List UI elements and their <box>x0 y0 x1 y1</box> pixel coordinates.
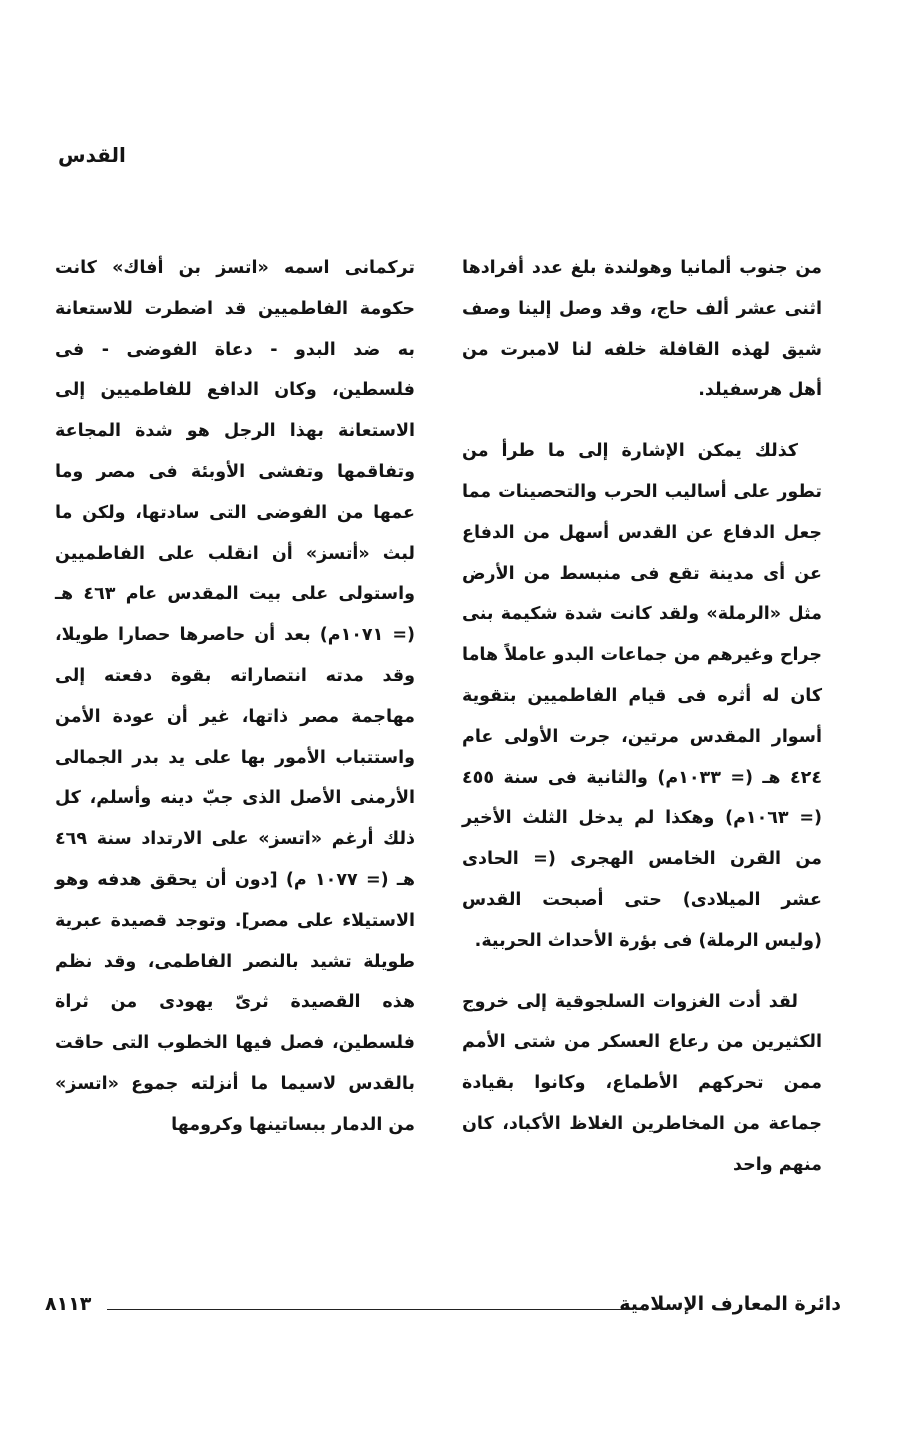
footer-rule <box>107 1309 633 1310</box>
page-footer <box>45 1293 841 1323</box>
running-head: القدس <box>58 143 126 167</box>
paragraph: لقد أدت الغزوات السلجوقية إلى خروج الكثيرين من رعاع العسكر من شتى الأمم ممن تحركهم الأطماع، وكانوا بقيادة جماعة من المخاطرين الغلاظ الأكباد، كان منهم واحد <box>462 991 822 1175</box>
page-number: ٨١١٣ <box>45 1293 92 1315</box>
right-column <box>462 248 822 1186</box>
footer-title: دائرة المعارف الإسلامية <box>619 1293 841 1315</box>
paragraph: كذلك يمكن الإشارة إلى ما طرأ من تطور على أساليب الحرب والتحصينات مما جعل الدفاع عن القدس أسهل من الدفاع عن أى مدينة تقع فى منبسط من الأرض مثل «الرملة» ولقد كانت شدة شكيمة بنى جراح وغيرهم من جماعات البدو عاملاً هاما كان له أثره فى قيام الفاطميين بتقوية أسوار المقدس مرتين، جرت الأولى عام ٤٢٤ هـ (= ١٠٣٣م) والثانية فى سنة ٤٥٥ (= ١٠٦٣م) وهكذا لم يدخل الثلث الأخير من القرن الخامس الهجرى (= الحادى عشر الميلادى) حتى أصبحت القدس (وليس الرملة) فى بؤرة الأحداث الحربية. <box>462 441 822 951</box>
paragraph: من جنوب ألمانيا وهولندة بلغ عدد أفرادها اثنى عشر ألف حاج، وقد وصل إلينا وصف شيق لهذه القافلة خلفه لنا لامبرت من أهل هرسفيلد. <box>462 258 822 401</box>
paragraph: تركمانى اسمه «اتسز بن أفاك» كانت حكومة الفاطميين قد اضطرت للاستعانة به ضد البدو - دعاة الفوضى - فى فلسطين، وكان الدافع للفاطميين إلى الاستعانة بهذا الرجل هو شدة المجاعة وتفاقمها وتفشى الأوبئة فى مصر وما عمها من الفوضى التى سادتها، ولكن ما لبث «أتسز» أن انقلب على الفاطميين واستولى على بيت المقدس عام ٤٦٣ هـ (= ١٠٧١م) بعد أن حاصرها حصارا طويلا، وقد مدته انتصاراته بقوة دفعته إلى مهاجمة مصر ذاتها، غير أن عودة الأمن واستتباب الأمور بها على يد بدر الجمالى الأرمنى الأصل الذى جبّ دينه وأسلم، كل ذلك أرغم «اتسز» على الارتداد سنة ٤٦٩ هـ (= ١٠٧٧ م) [دون أن يحقق هدفه وهو الاستيلاء على مصر]. وتوجد قصيدة عبرية طويلة تشيد بالنصر الفاطمى، وقد نظم هذه القصيدة ثرىّ يهودى من ثراة فلسطين، فصل فيها الخطوب التى حاقت بالقدس لاسيما ما أنزلته جموع «اتسز» من الدمار ببساتينها وكرومها <box>55 258 415 1135</box>
left-column <box>55 248 415 1146</box>
